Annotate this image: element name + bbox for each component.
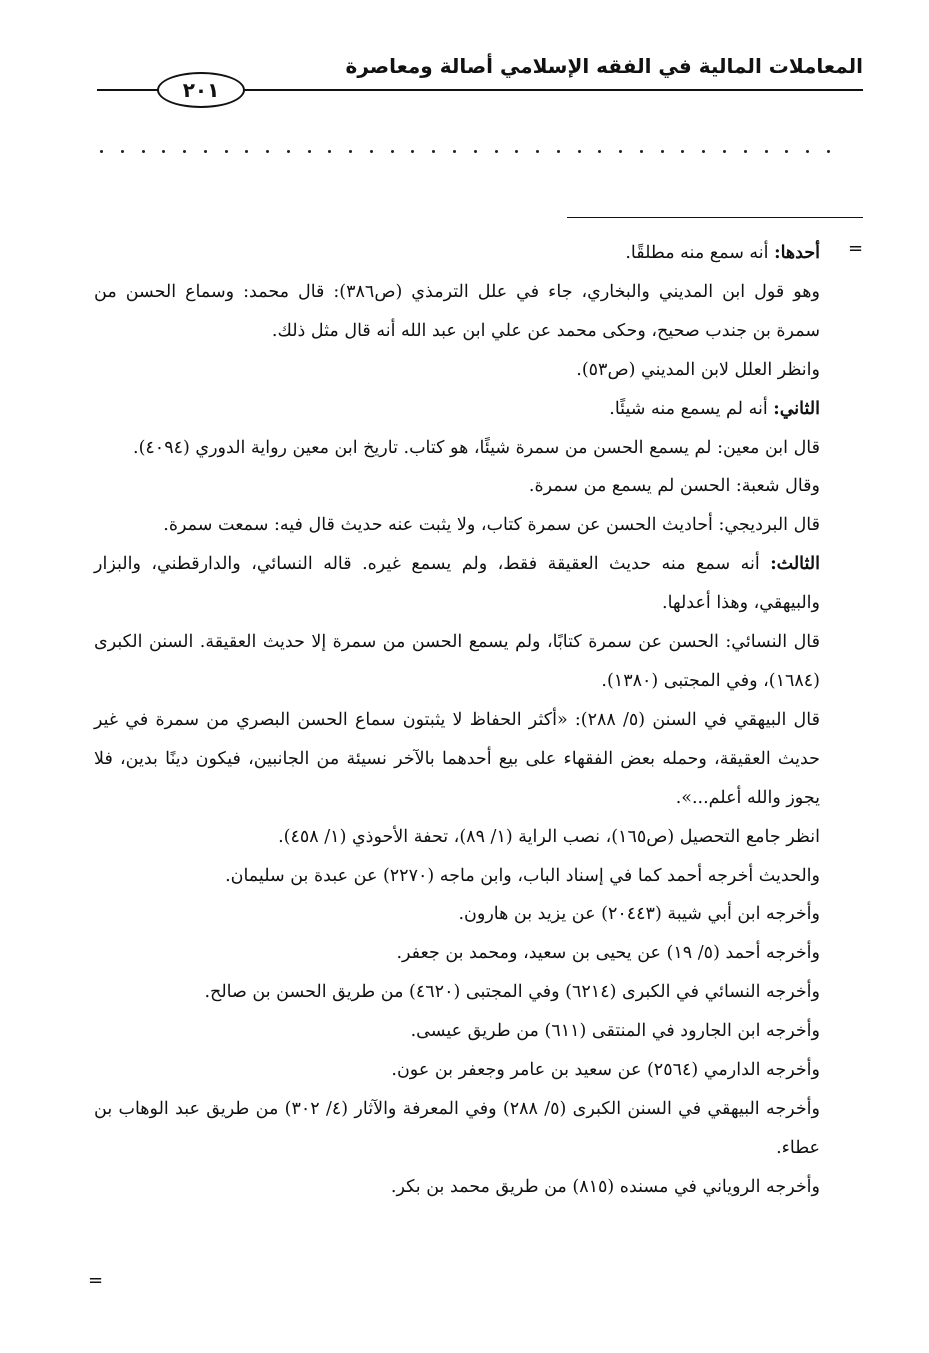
dot [557,150,560,153]
footnote-paragraph [94,1012,820,1051]
dot [723,150,726,153]
footnote-paragraph [94,545,820,623]
dot [702,150,705,153]
dot [536,150,539,153]
paragraph-label: الثالث: [770,554,820,575]
footnote-paragraph [94,1168,820,1207]
dot [785,150,788,153]
footnote-paragraph [94,1051,820,1090]
paragraph-text: وأخرجه النسائي في الكبرى (٦٢١٤) وفي المجتبى (٤٦٢٠) من طريق الحسن بن صالح. [204,982,820,1003]
dot [349,150,352,153]
paragraph-text: أنه سمع منه مطلقًا. [625,243,775,263]
dot [266,150,269,153]
paragraph-text: وأخرجه البيهقي في السنن الكبرى (٥/ ٢٨٨) وفي المعرفة والآثار (٤/ ٣٠٢) من طريق عبد الوهاب بن عطاء. [94,1098,820,1158]
running-header-title: المعاملات المالية في الفقه الإسلامي أصالة ومعاصرة [345,54,863,78]
dot [183,150,186,153]
dot [391,150,394,153]
paragraph-text: وقال شعبة: الحسن لم يسمع من سمرة. [528,476,820,497]
paragraph-text: قال البرديجي: أحاديث الحسن عن سمرة كتاب، ولا يثبت عنه حديث قال فيه: سمعت سمرة. [163,515,820,536]
paragraph-text: والحديث أخرجه أحمد كما في إسناد الباب، وابن ماجه (٢٢٧٠) عن عبدة بن سليمان. [225,865,820,886]
dot [495,150,498,153]
paragraph-text: وأخرجه أحمد (٥/ ١٩) عن يحيى بن سعيد، ومحمد بن جعفر. [396,943,820,964]
dot [515,150,518,153]
dot [411,150,414,153]
dot [142,150,145,153]
footnote-paragraph [94,234,820,273]
dot [121,150,124,153]
footnote-paragraph [94,429,820,468]
paragraph-text: قال البيهقي في السنن (٥/ ٢٨٨): «أكثر الحفاظ لا يثبتون سماع الحسن البصري من سمرة في غير حديث العقيقة، وحمله بعض الفقهاء على بيع أحدهما بالآخر نسيئة من الجانبين، فيكون دينًا بدين، فلا يجوز والله أعلم...». [94,709,820,808]
page-number: ٢٠١ [157,72,245,108]
dot [225,150,228,153]
dot [245,150,248,153]
footnote-paragraph [94,506,820,545]
paragraph-text: وأخرجه ابن أبي شيبة (٢٠٤٤٣) عن يزيد بن هارون. [458,904,820,925]
footnote-paragraph [94,857,820,896]
dot [162,150,165,153]
dot [765,150,768,153]
dot [744,150,747,153]
dot [204,150,207,153]
paragraph-text: وأخرجه ابن الجارود في المنتقى (٦١١) من طريق عيسى. [410,1021,820,1042]
continuation-mark-bottom: = [88,1270,104,1291]
continuation-mark-top: = [848,238,864,259]
dot [474,150,477,153]
dot [370,150,373,153]
paragraph-text: أنه سمع منه حديث العقيقة فقط، ولم يسمع غيره. قاله النسائي، والدارقطني، والبزار والبيهقي، وهذا أعدلها. [94,554,820,614]
dot [661,150,664,153]
dot [578,150,581,153]
footnote-paragraph [94,273,820,351]
dot [827,150,830,153]
footnote-separator [567,217,863,218]
footnote-paragraph [94,818,820,857]
footnote-paragraph [94,895,820,934]
paragraph-label: الثاني: [773,398,820,419]
footnote-paragraph [94,467,820,506]
dot [598,150,601,153]
paragraph-text: أنه لم يسمع منه شيئًا. [609,398,774,419]
paragraph-text: وأخرجه الدارمي (٢٥٦٤) عن سعيد بن عامر وجعفر بن عون. [391,1060,820,1081]
dot [287,150,290,153]
dot [432,150,435,153]
dot [681,150,684,153]
footnote-paragraph [94,623,820,701]
paragraph-text: وانظر العلل لابن المديني (ص٥٣). [576,359,820,380]
paragraph-label: أحدها: [774,243,820,263]
paragraph-text: وأخرجه الروياني في مسنده (٨١٥) من طريق محمد بن بكر. [390,1176,820,1197]
footnote-paragraph [94,701,820,818]
dot [100,150,103,153]
dot [453,150,456,153]
dot [308,150,311,153]
paragraph-text: انظر جامع التحصيل (ص١٦٥)، نصب الراية (١/ ٨٩)، تحفة الأحوذي (١/ ٤٥٨). [278,826,820,847]
paragraph-text: قال ابن معين: لم يسمع الحسن من سمرة شيئًا، هو كتاب. تاريخ ابن معين رواية الدوري (٤٠٩٤). [133,437,820,458]
footnote-paragraph [94,351,820,390]
dot [640,150,643,153]
paragraph-text: وهو قول ابن المديني والبخاري، جاء في علل الترمذي (ص٣٨٦): قال محمد: وسماع الحسن من سمرة بن جندب صحيح، وحكى محمد عن علي ابن عبد الله أنه قال مثل ذلك. [94,281,820,341]
paragraph-text: قال النسائي: الحسن عن سمرة كتابًا، ولم يسمع الحسن من سمرة إلا حديث العقيقة. السنن الكبرى (١٦٨٤)، وفي المجتبى (١٣٨٠). [94,632,820,691]
dot [806,150,809,153]
footnote-paragraph [94,934,820,973]
footnote-body [94,234,820,1207]
footnote-paragraph [94,390,820,429]
footnote-paragraph [94,1090,820,1168]
footnote-paragraph [94,973,820,1012]
dot [328,150,331,153]
ellipsis-dots [100,150,830,153]
dot [619,150,622,153]
